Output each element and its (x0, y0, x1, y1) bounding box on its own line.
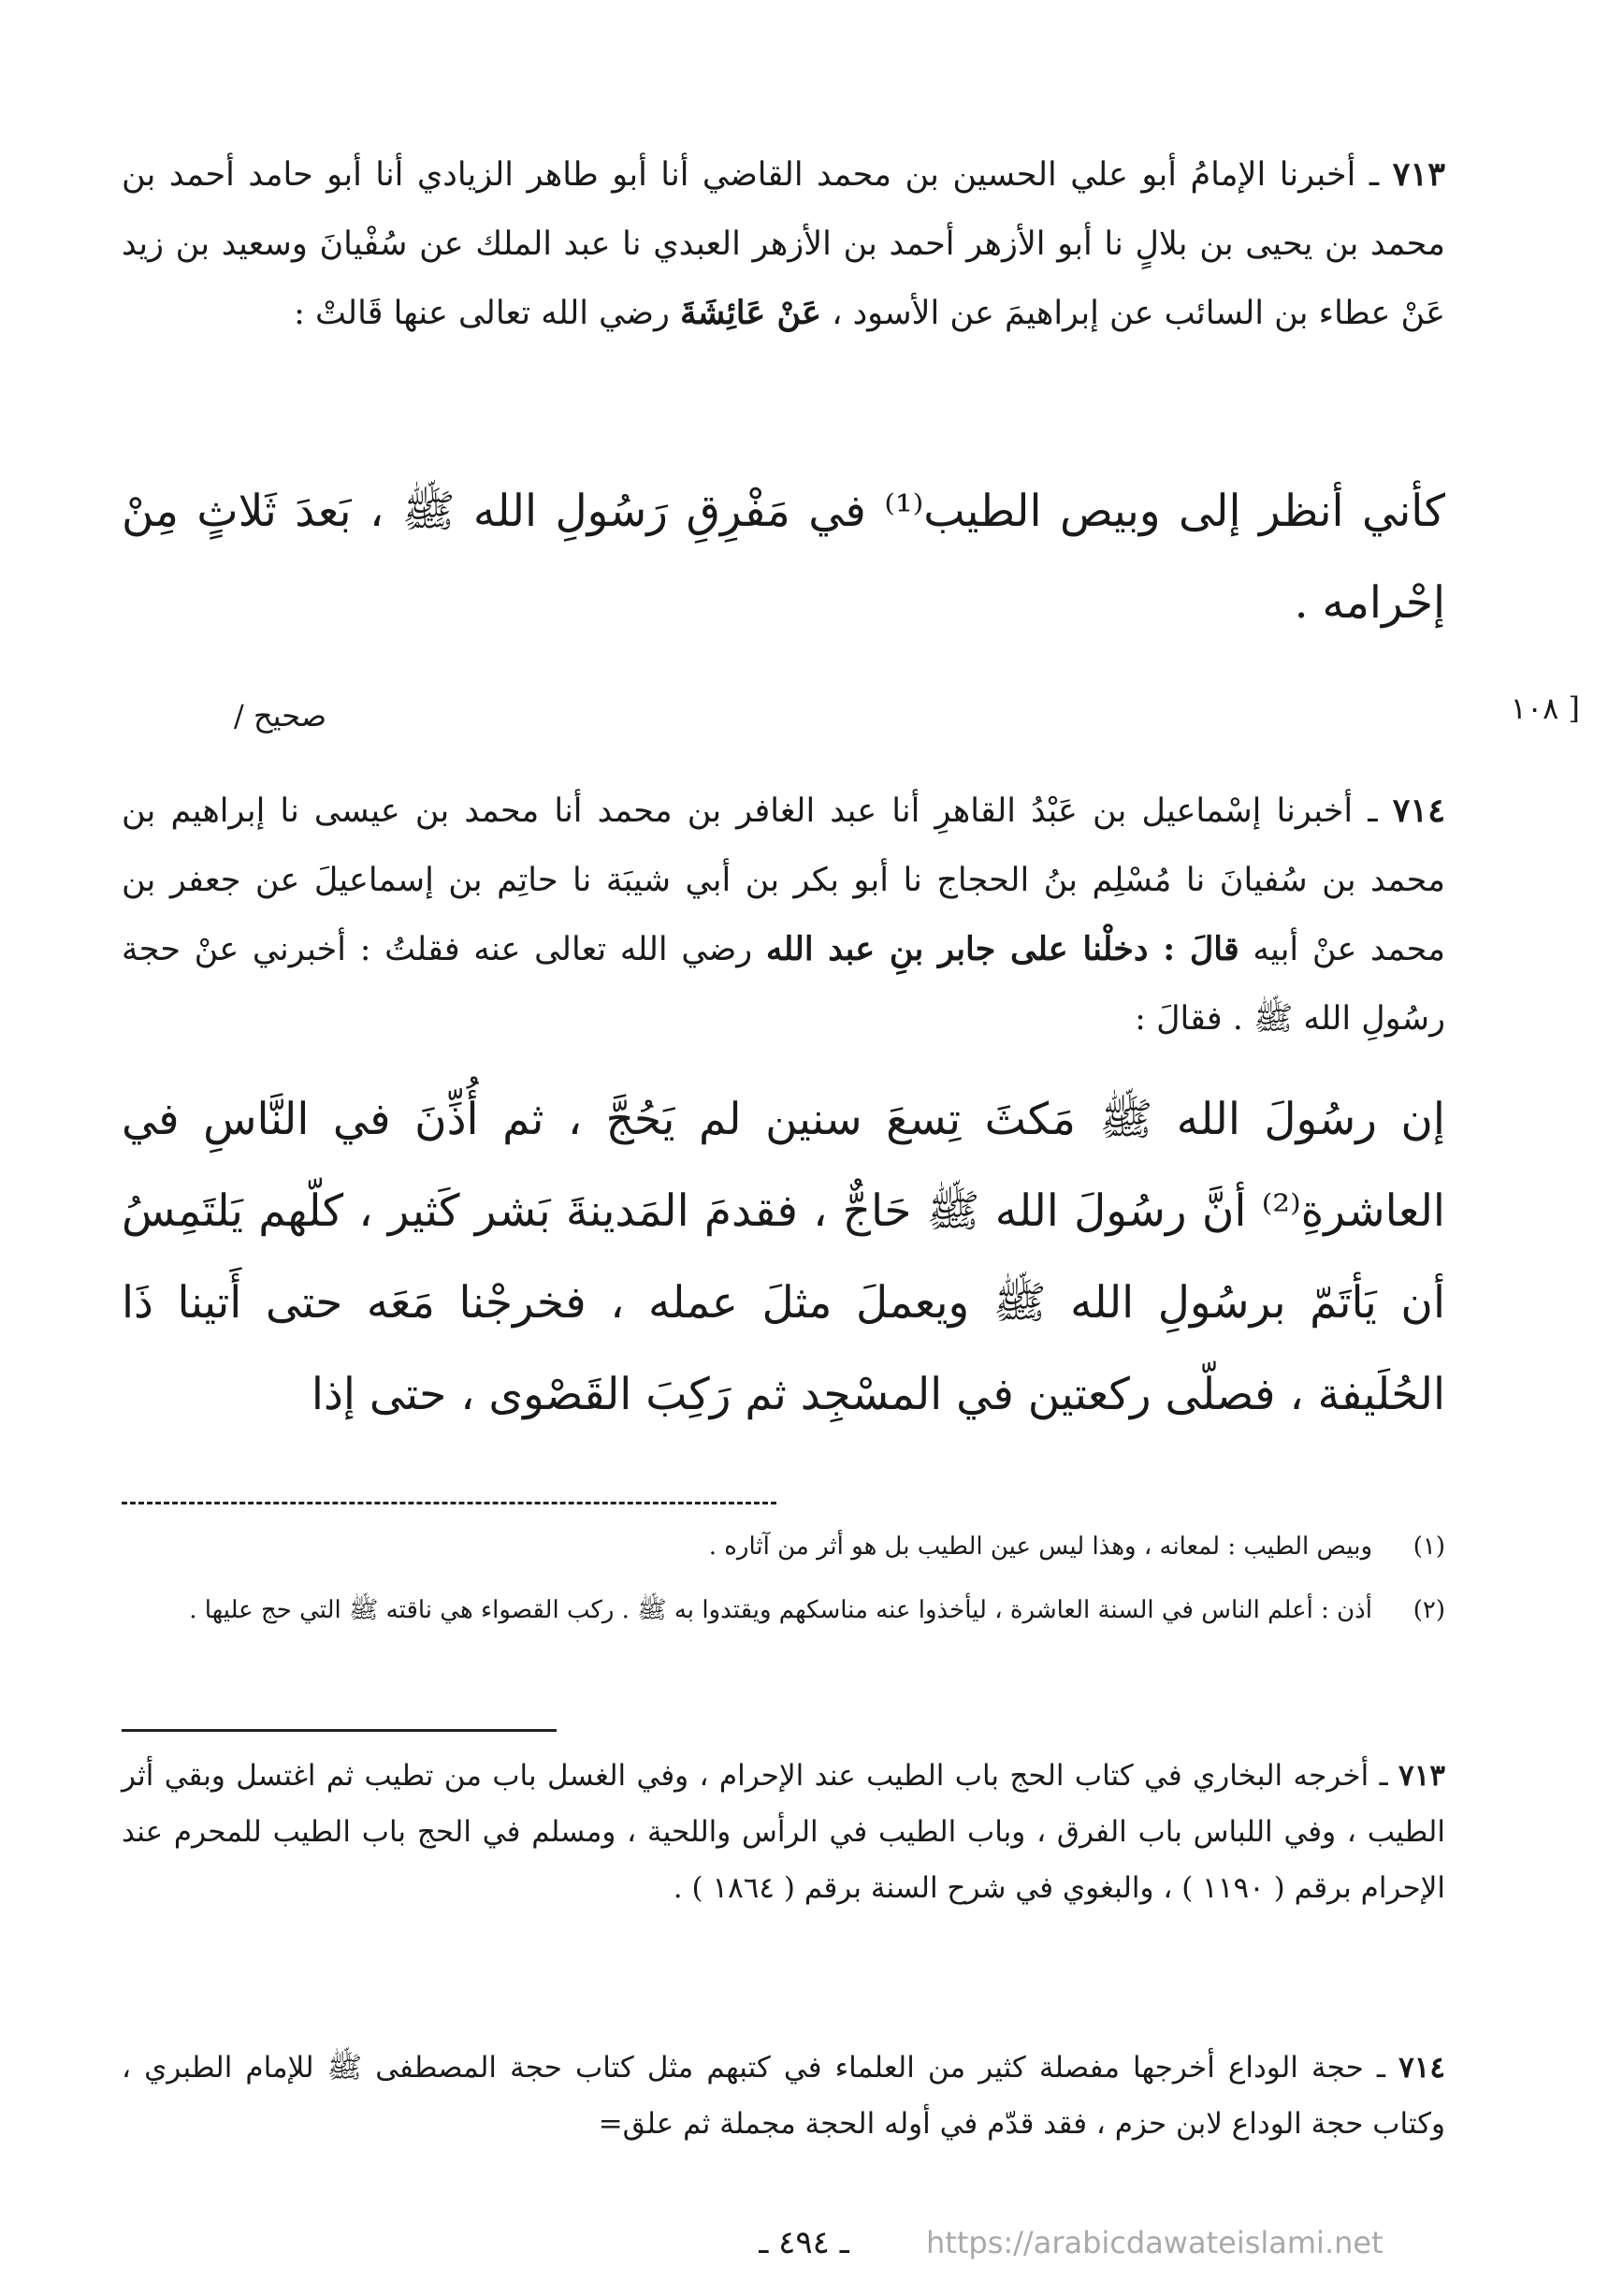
footnote-marker: (١) (1412, 1533, 1445, 1561)
hadith-713-matn: كأني أنظر إلى وبيص الطيب⁽¹⁾ في مَفْرِقِ رَسُولِ الله ﷺ ، بَعدَ ثَلاثٍ مِنْ إحْرامه . (122, 486, 1445, 629)
number-separator: ـ (1369, 1759, 1399, 1793)
number-separator: ـ (1353, 792, 1393, 830)
footnote-text: أذن : أعلم الناس في السنة العاشرة ، ليأخذوا عنه مناسكهم ويقتدوا به ﷺ . ركب القصواء هي ناقته ﷺ التي حج عليها . (189, 1596, 1372, 1624)
footnote-marker: (٢) (1412, 1596, 1445, 1624)
narrator-name: عَنْ عَائِشَةَ (680, 294, 822, 332)
takhrij-text: حجة الوداع أخرجها مفصلة كثير من العلماء في كتبهم مثل كتاب حجة المصطفى ﷺ للإمام الطبري ، وكتاب حجة الوداع لابن حزم ، فقد قدّم في أوله الحجة مجملة ثم علق= (122, 2051, 1445, 2141)
hadith-714-isnad (122, 777, 1445, 1054)
footnote-item (122, 1589, 1445, 1632)
hadith-714-matn: إن رسُولَ الله ﷺ مَكثَ تِسعَ سنين لم يَحُجَّ ، ثم أُذِّنَ في النَّاسِ في العاشرةِ⁽²⁾ أنَّ رسُولَ الله ﷺ حَاجٌّ ، فقدمَ المَدينةَ بَشر كَثير ، كلّهم يَلتَمِسُ أن يَأتَمّ برسُولِ الله ﷺ ويعملَ مثلَ عمله ، فخرجْنا مَعَه حتى أَتينا ذَا الحُلَيفة ، فصلّى ركعتين في المسْجِد ثم رَكِبَ القَصْوى ، حتى إذا (122, 1094, 1445, 1420)
takhrij-number: ٧١٣ (1398, 1759, 1445, 1793)
hadith-number: ٧١٣ (1392, 155, 1445, 194)
footnotes (122, 1525, 1445, 1632)
takhrij-separator (122, 1729, 557, 1732)
narrator-statement: قالَ : دخلْنا على جابر بنِ عبد الله (765, 930, 1239, 968)
isnad-text: أخبرنا إسْماعيل بن عَبْدُ القاهرِ أنا عبد الغافر بن محمد أنا محمد بن عيسى نا إبراهيم بن محمد بن سُفيانَ نا مُسْلِم بنُ الحجاج نا أبو بكر بن أبي شيبَة نا حاتِم بن إسماعيلَ عن جعفر بن محمد عنْ أبيه (122, 792, 1445, 968)
isnad-text: أخبرنا الإمامُ أبو علي الحسين بن محمد القاضي أنا أبو طاهر الزيادي أنا أبو حامد أحمد بن محمد بن يحيى بن بلالٍ نا أبو الأزهر أحمد بن الأزهر العبدي نا عبد الملك عن سُفْيانَ وسعيد بن زيد عَنْ عطاء بن السائب عن إبراهيمَ عن الأسود ، (122, 156, 1445, 332)
watermark-url: https://arabicdawateislami.net (926, 2225, 1383, 2260)
isnad-text-end: رضي الله تعالى عنه فقلتُ : أخبرني عنْ حجة رسُولِ الله ﷺ . فقالَ : (122, 931, 1445, 1038)
isnad-text-end: رضي الله تعالى عنها قَالتْ : (294, 295, 681, 332)
takhrij-714 (122, 2040, 1445, 2152)
footnote-text: وبيص الطيب : لمعانه ، وهذا ليس عين الطيب بل هو أثر من آثاره . (708, 1533, 1372, 1561)
takhrij-number: ٧١٤ (1398, 2051, 1446, 2085)
hadith-713-isnad (122, 140, 1445, 348)
takhrij-713 (122, 1748, 1445, 1916)
hadith-number: ٧١٤ (1392, 792, 1445, 830)
number-separator: ـ (1355, 156, 1393, 194)
margin-reference: [ ١٠٨ (1510, 690, 1580, 726)
footnote-separator (122, 1502, 776, 1504)
hadith-grade: صحيح / (234, 698, 327, 734)
page-number: ـ ٤٩٤ ـ (759, 2224, 849, 2261)
takhrij-text: أخرجه البخاري في كتاب الحج باب الطيب عند الإحرام ، وفي الغسل باب من تطيب ثم اغتسل وبقي أثر الطيب ، وفي اللباس باب الفرق ، وباب الطيب في الرأس واللحية ، ومسلم في الحج باب الطيب للمحرم عند الإحرام برقم ( ١١٩٠ ) ، والبغوي في شرح السنة برقم ( ١٨٦٤ ) . (122, 1759, 1445, 1905)
footnote-item (122, 1525, 1445, 1568)
number-separator: ـ (1363, 2051, 1399, 2085)
